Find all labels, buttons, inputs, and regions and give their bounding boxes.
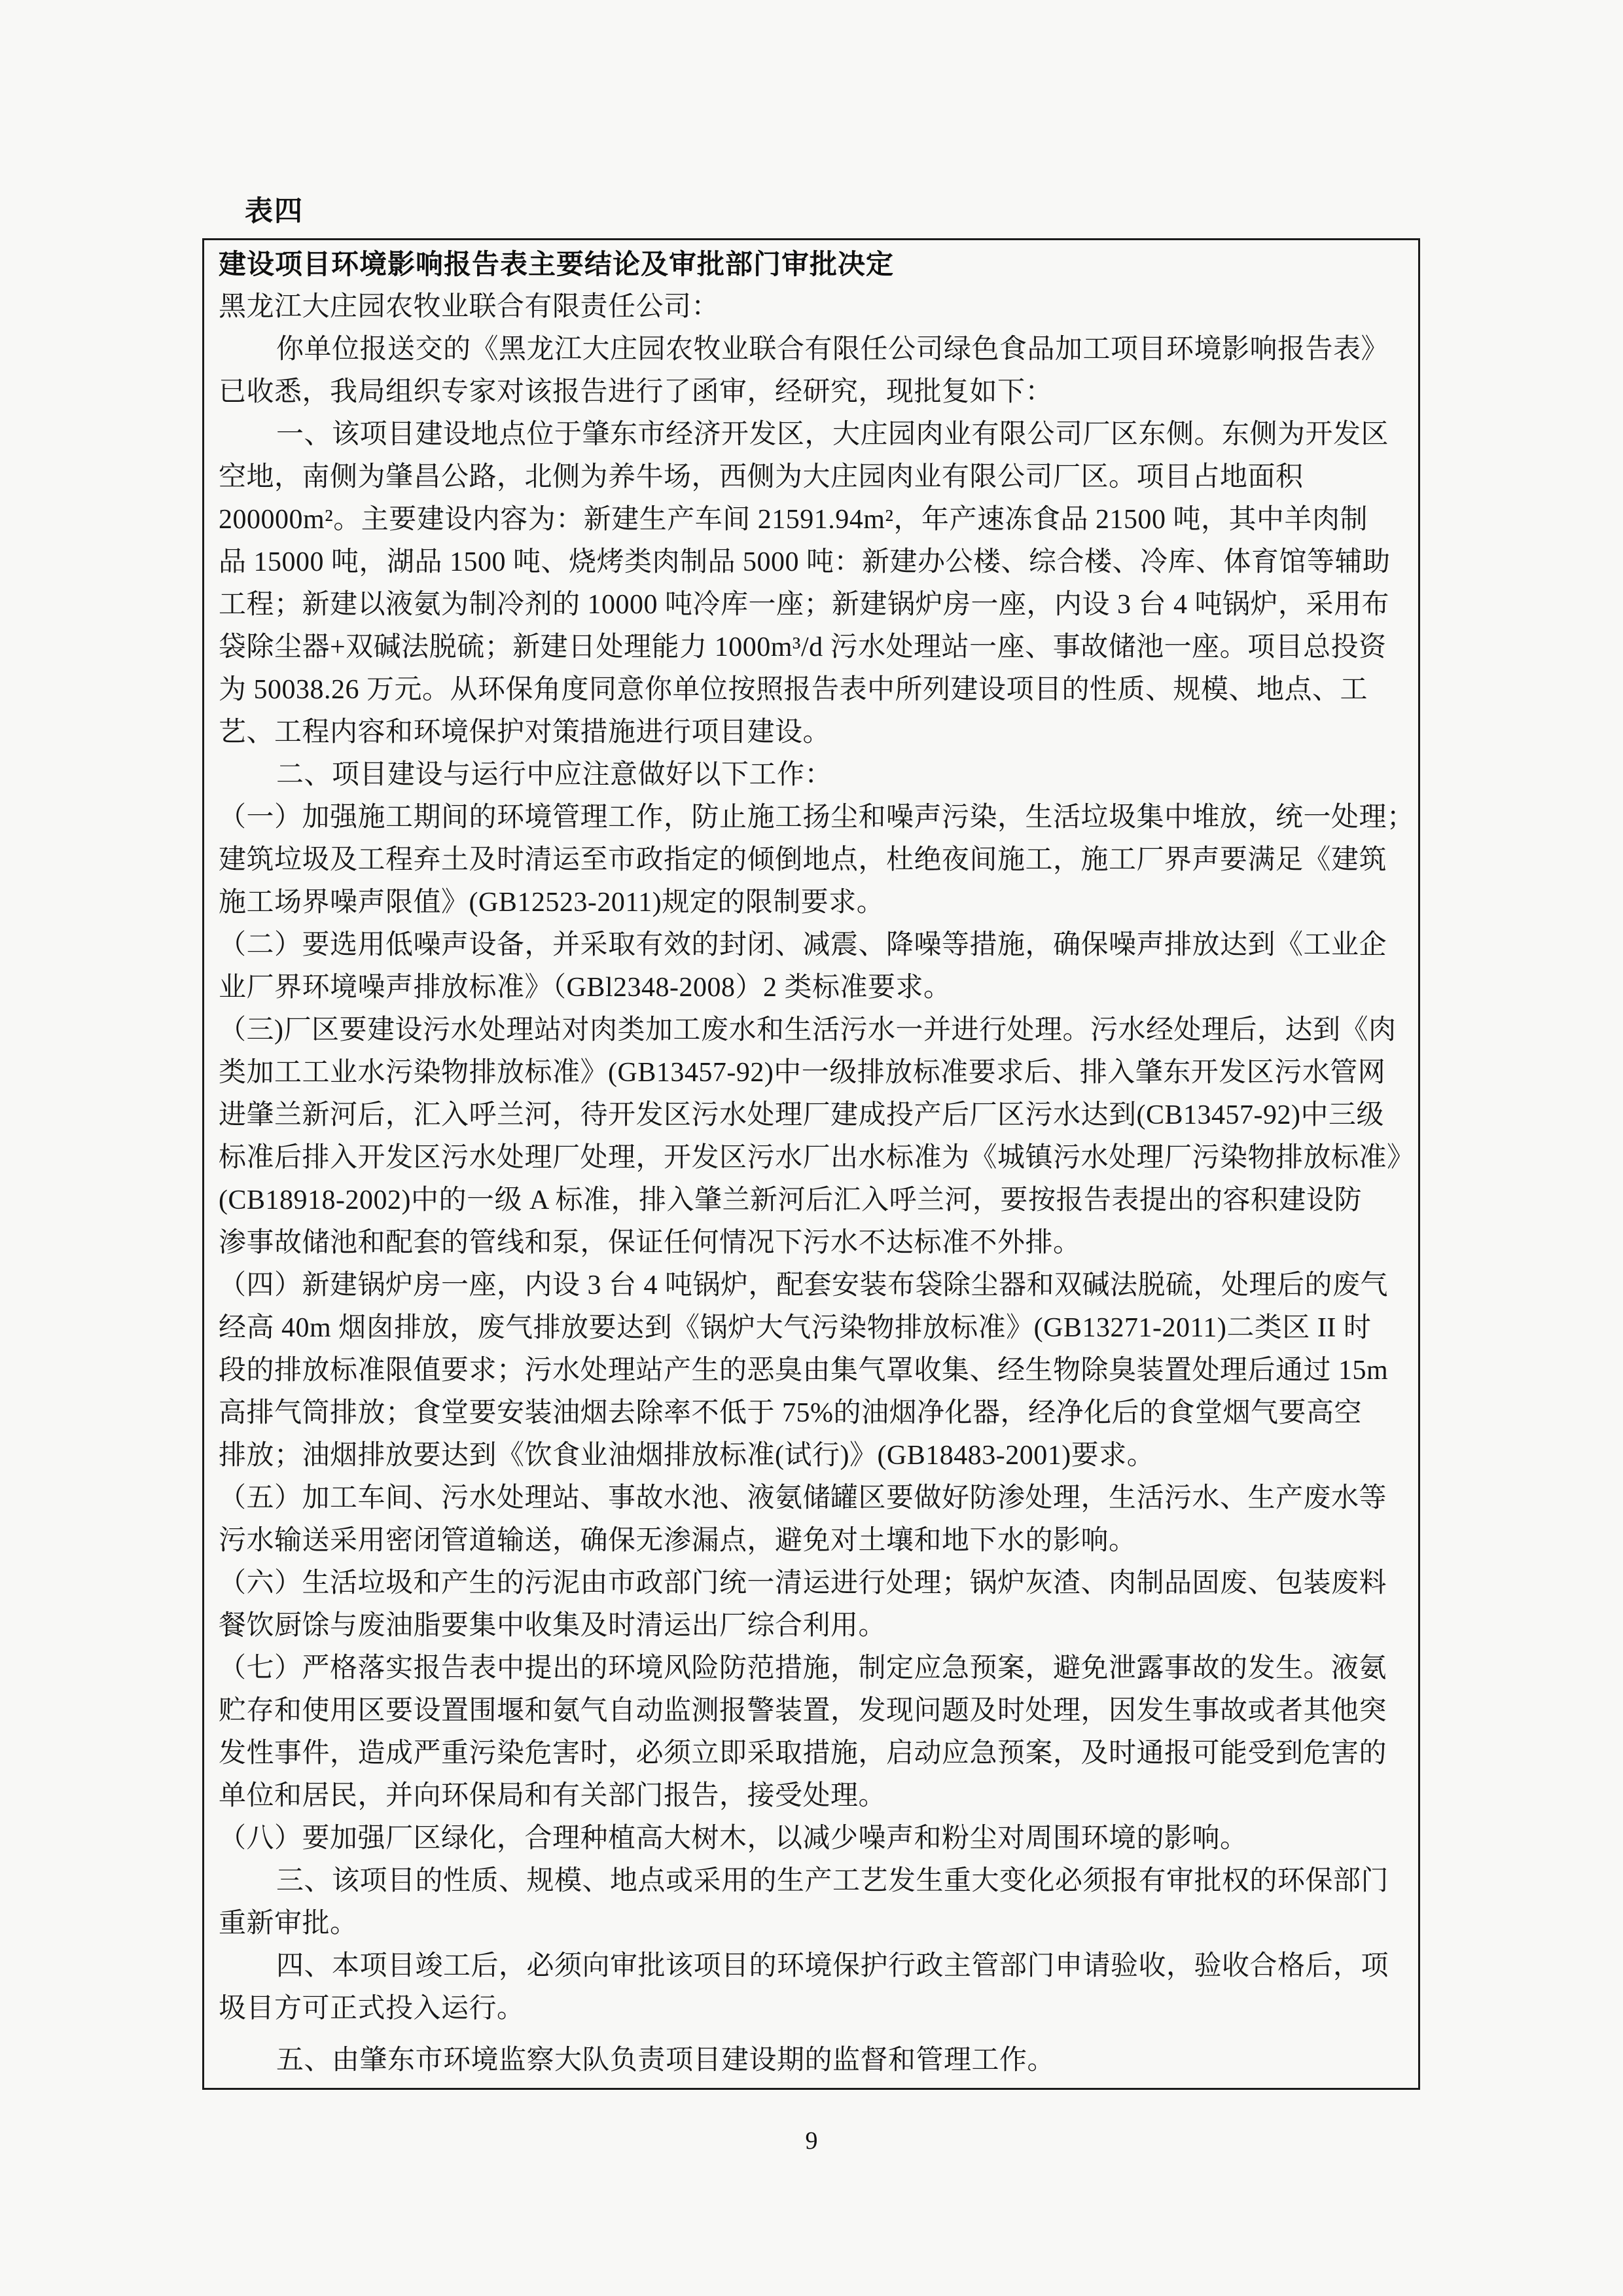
text-line: 袋除尘器+双碱法脱硫；新建日处理能力 1000m³/d 污水处理站一座、事故储池一座。项目总投资 (219, 632, 1387, 662)
text-line: （五）加工车间、污水处理站、事故水池、液氨储罐区要做好防渗处理，生活污水、生产废水等 (219, 1483, 1387, 1513)
text-line: 经高 40m 烟囱排放，废气排放要达到《锅炉大气污染物排放标准》(GB13271-2011)二类区 II 时 (219, 1313, 1372, 1343)
text-line: 你单位报送交的《黑龙江大庄园农牧业联合有限任公司绿色食品加工项目环境影响报告表》 (276, 334, 1389, 365)
text-line: 建筑垃圾及工程弃土及时清运至市政指定的倾倒地点，杜绝夜间施工，施工厂界声要满足《建筑 (219, 845, 1387, 875)
text-line: 贮存和使用区要设置围堰和氨气自动监测报警装置，发现问题及时处理，因发生事故或者其他突 (219, 1696, 1387, 1726)
text-line: 单位和居民，并向环保局和有关部门报告，接受处理。 (219, 1781, 887, 1811)
text-line: 污水输送采用密闭管道输送，确保无渗漏点，避免对土壤和地下水的影响。 (219, 1526, 1137, 1556)
text-line: 黑龙江大庄园农牧业联合有限责任公司： (219, 292, 720, 322)
page-number: 9 (805, 2127, 818, 2155)
text-line: 高排气筒排放；食堂要安装油烟去除率不低于 75%的油烟净化器，经净化后的食堂烟气要高空 (219, 1398, 1362, 1428)
text-line: 重新审批。 (219, 1909, 358, 1939)
text-line: （六）生活垃圾和产生的污泥由市政部门统一清运进行处理；锅炉灰渣、肉制品固废、包装废料 (219, 1568, 1387, 1598)
text-line: 圾目方可正式投入运行。 (219, 1994, 525, 2024)
text-line: （七）严格落实报告表中提出的环境风险防范措施，制定应急预案，避免泄露事故的发生。液氨 (219, 1653, 1387, 1683)
sheet-label: 表四 (245, 196, 304, 227)
text-line: （三)厂区要建设污水处理站对肉类加工废水和生活污水一并进行处理。污水经处理后，达到《肉 (219, 1015, 1397, 1045)
text-line: 发性事件，造成严重污染危害时，必须立即采取措施，启动应急预案，及时通报可能受到危害的 (219, 1738, 1387, 1768)
text-line: 四、本项目竣工后，必须向审批该项目的环境保护行政主管部门申请验收，验收合格后，项 (276, 1951, 1389, 1981)
text-line: 渗事故储池和配套的管线和泵，保证任何情况下污水不达标准不外排。 (219, 1228, 1081, 1258)
text-line: （四）新建锅炉房一座，内设 3 台 4 吨锅炉，配套安装布袋除尘器和双碱法脱硫，处理后的废气 (219, 1270, 1389, 1300)
text-line: 段的排放标准限值要求；污水处理站产生的恶臭由集气罩收集、经生物除臭装置处理后通过 15m (219, 1355, 1389, 1386)
text-line: 类加工工业水污染物排放标准》(GB13457-92)中一级排放标准要求后、排入肇东开发区污水管网 (219, 1058, 1386, 1088)
text-line: 标准后排入开发区污水处理厂处理，开发区污水厂出水标准为《城镇污水处理厂污染物排放标准》 (219, 1143, 1415, 1173)
text-line: 为 50038.26 万元。从环保角度同意你单位按照报告表中所列建设项目的性质、规模、地点、工 (219, 675, 1368, 705)
text-line: （二）要选用低噪声设备，并采取有效的封闭、减震、降噪等措施，确保噪声排放达到《工业企 (219, 930, 1387, 960)
text-line: 进肇兰新河后，汇入呼兰河，待开发区污水处理厂建成投产后厂区污水达到(CB13457-92)中三级 (219, 1100, 1384, 1130)
document-body-lines (219, 286, 1415, 2082)
text-line: 空地，南侧为肇昌公路，北侧为养牛场，西侧为大庄园肉业有限公司厂区。项目占地面积 (219, 462, 1304, 492)
text-line: 200000m²。主要建设内容为：新建生产车间 21591.94m²，年产速冻食品 21500 吨，其中羊肉制 (219, 505, 1368, 535)
text-line: 品 15000 吨，湖品 1500 吨、烧烤类肉制品 5000 吨：新建办公楼、综合楼、冷库、体育馆等辅助 (219, 547, 1391, 577)
text-line: 已收悉，我局组织专家对该报告进行了函审，经研究，现批复如下： (219, 377, 1054, 407)
text-line: 三、该项目的性质、规模、地点或采用的生产工艺发生重大变化必须报有审批权的环保部门 (276, 1866, 1389, 1896)
text-line: 业厂界环境噪声排放标准》（GBl2348-2008）2 类标准要求。 (219, 973, 952, 1003)
text-line: 艺、工程内容和环境保护对策措施进行项目建设。 (219, 717, 831, 747)
document-table (202, 238, 1420, 2090)
text-line: 排放；油烟排放要达到《饮食业油烟排放标准(试行)》(GB18483-2001)要求。 (219, 1441, 1155, 1471)
text-line: （八）要加强厂区绿化，合理种植高大树木，以减少噪声和粉尘对周围环境的影响。 (219, 1823, 1248, 1854)
text-line: 五、由肇东市环境监察大队负责项目建设期的监督和管理工作。 (276, 2045, 1056, 2075)
text-line: 餐饮厨馀与废油脂要集中收集及时清运出厂综合利用。 (219, 1611, 887, 1641)
text-line: 工程；新建以液氨为制冷剂的 10000 吨冷库一座；新建锅炉房一座，内设 3 台 4 吨锅炉，采用布 (219, 590, 1390, 620)
text-line: 施工场界噪声限值》(GB12523-2011)规定的限制要求。 (219, 888, 885, 918)
text-line: （一）加强施工期间的环境管理工作，防止施工扬尘和噪声污染，生活垃圾集中堆放，统一处理； (219, 802, 1415, 833)
text-line: 一、该项目建设地点位于肇东市经济开发区，大庄园肉业有限公司厂区东侧。东侧为开发区 (276, 420, 1389, 450)
document-title: 建设项目环境影响报告表主要结论及审批部门审批决定 (219, 250, 895, 280)
text-line: 二、项目建设与运行中应注意做好以下工作： (276, 760, 833, 790)
text-line: (CB18918-2002)中的一级 A 标准，排入肇兰新河后汇入呼兰河，要按报告表提出的容积建设防 (219, 1185, 1363, 1215)
